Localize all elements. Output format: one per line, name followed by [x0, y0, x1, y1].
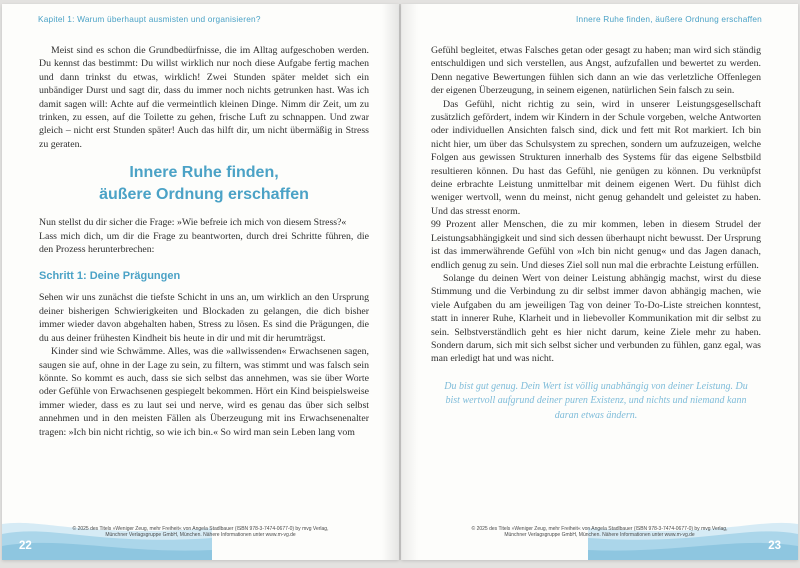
affirmation-quote: Du bist gut genug. Dein Wert ist völlig unabhängig von deiner Leistung. Du bist wertvoll aufgrund deiner puren Existenz, und nichts und niemand kann daran etwas ändern.	[444, 380, 748, 421]
step-subheading: Schritt 1: Deine Prägungen	[39, 270, 181, 283]
left-text-column	[39, 44, 369, 439]
body-paragraph: Sehen wir uns zunächst die tiefste Schicht in uns an, um wirklich an den Ursprung deiner bisherigen Schwierigkeiten und Blockaden zu gelangen, die dich bisher immer wieder davon abgehalten haben, Stress zu lösen. Es sind die Prägungen, die du aus deiner frühesten Kindheit bis heute in dir und mit dir herumträgst.	[39, 292, 369, 344]
section-heading-line-1: Innere Ruhe finden,	[129, 164, 279, 182]
body-paragraph: Kinder sind wie Schwämme. Alles, was die »allwissenden« Erwachsenen sagen, saugen sie auf, ohne in der Lage zu sein, zu filtern, was stimmt und was falsch sein könnte. So kommt es auch, dass sie sich selbst das annehmen, was sie über Worte oder Gefühle von Erwachsenen gespiegelt bekommen. Hört ein Kind beispielsweise immer wieder, dass es zu laut sei und nerve, wird es genau das über sich selbst annehmen und in den meisten Fällen als Überzeugung mit ins Erwachsenenalter tragen: »Ich bin nicht richtig, so wie ich bin.« So wird man sein Leben lang vom	[39, 346, 369, 438]
running-head-left: Kapitel 1: Warum überhaupt ausmisten und organisieren?	[38, 14, 261, 24]
right-text-column	[431, 44, 761, 423]
section-heading-line-2: äußere Ordnung erschaffen	[99, 186, 309, 204]
body-paragraph: Nun stellst du dir sicher die Frage: »Wie befreie ich mich von diesem Stress?«	[39, 217, 347, 229]
page-number: 23	[768, 540, 781, 552]
right-page	[401, 4, 798, 560]
body-paragraph: Das Gefühl, nicht richtig zu sein, wird in unserer Leistungsgesellschaft zusätzlich gefördert, indem wir Kindern in der Schule vorgeben, welche Antworten oder individuellen Ansichten falsch sind, dick und fett mit Rot markiert. Ich bin nicht hier, um über das Schulsystem zu sprechen, sondern um aufzuzeigen, welche Folgen aus gewissen Strukturen innerhalb des Systems für das eigene Selbstbild resultieren können. Du hast das Gefühl, nie genügen zu können. Du verknüpfst deine erbrachte Leistung unmittelbar mit deinem eigenen Wert. Du fühlst dich weniger wertvoll, wenn du meinst, nicht genug gehandelt und geleistet zu haben. Und das stresst enorm.	[431, 98, 761, 217]
body-paragraph: Lass mich dich, um dir die Frage zu beantworten, durch drei Schritte führen, die den Prozess herunterbrechen:	[39, 230, 369, 256]
running-head-right: Innere Ruhe finden, äußere Ordnung erschaffen	[576, 14, 762, 24]
copyright-notice: © 2025 des Titels »Weniger Zeug, mehr Freiheit« von Angela Stadlbauer (ISBN 978-3-7474-0677-0) by mvg Verlag, Münchner Verlagsgruppe GmbH, München. Nähere Informationen unter www.m-vg.de	[72, 526, 329, 538]
body-paragraph: 99 Prozent aller Menschen, die zu mir kommen, leben in diesem Strudel der Leistungsabhängigkeit und sind sich dessen überhaupt nicht bewusst. Der Ursprung ist das immerwährende Gefühl von »Ich bin nicht genug« und das Jagen danach, endlich genug zu sein. Und dieses Ziel soll nun mal die erbrachte Leistung erfüllen.	[431, 219, 761, 271]
body-paragraph: Gefühl begleitet, etwas Falsches getan oder gesagt zu haben; man wird sich ständig entschuldigen und sich verstellen, aus Angst, aufzufallen und bewertet zu werden. Denn negative Bewertungen fühlen sich dann an wie das verletzliche Offenlegen der eigenen Überzeugung, in seinem eigenen, natürlichen Sein falsch zu sein.	[431, 45, 761, 97]
body-paragraph: Solange du deinen Wert von deiner Leistung abhängig machst, wirst du diese Stimmung und die Verbindung zu dir selbst immer davon abhängig machen, wie viele Aufgaben du am jeweiligen Tag von deiner To-Do-Liste streichen konntest, statt in innerer Ruhe, Klarheit und in liebevoller Kommunikation mit dir selbst zu sein. Selbstverständlich geht es hier nicht darum, keine Ziele mehr zu haben. Sondern darum, sich mit sich selbst sicher und verbunden zu fühlen, ganz egal, was man erledigt hat und was nicht.	[431, 272, 761, 365]
body-paragraph: Meist sind es schon die Grundbedürfnisse, die im Alltag aufgeschoben werden. Du kennst das bestimmt: Du willst wirklich nur noch diese Aufgabe fertig machen und dann trinkst du etwas, wirklich! Zwei Stunden später meldet sich ein unbändiger Durst und sagt dir, dass du immer noch nichts getrunken hast. Was ich damit sagen will: Achte auf die vermeintlich kleinen Dinge. Nimm dir Zeit, um zu trinken, zu essen, auf die Toilette zu gehen, frische Luft zu schnappen. Und zwar gleich – nicht erst Stunden später! Auch das hilft dir, um nicht übermäßig in Stress zu geraten.	[39, 45, 369, 150]
section-heading	[39, 162, 369, 206]
left-page	[2, 4, 399, 560]
page-number: 22	[19, 540, 32, 552]
copyright-notice: © 2025 des Titels »Weniger Zeug, mehr Freiheit« von Angela Stadlbauer (ISBN 978-3-7474-0677-0) by mvg Verlag, Münchner Verlagsgruppe GmbH, München. Nähere Informationen unter www.m-vg.de	[471, 526, 728, 538]
